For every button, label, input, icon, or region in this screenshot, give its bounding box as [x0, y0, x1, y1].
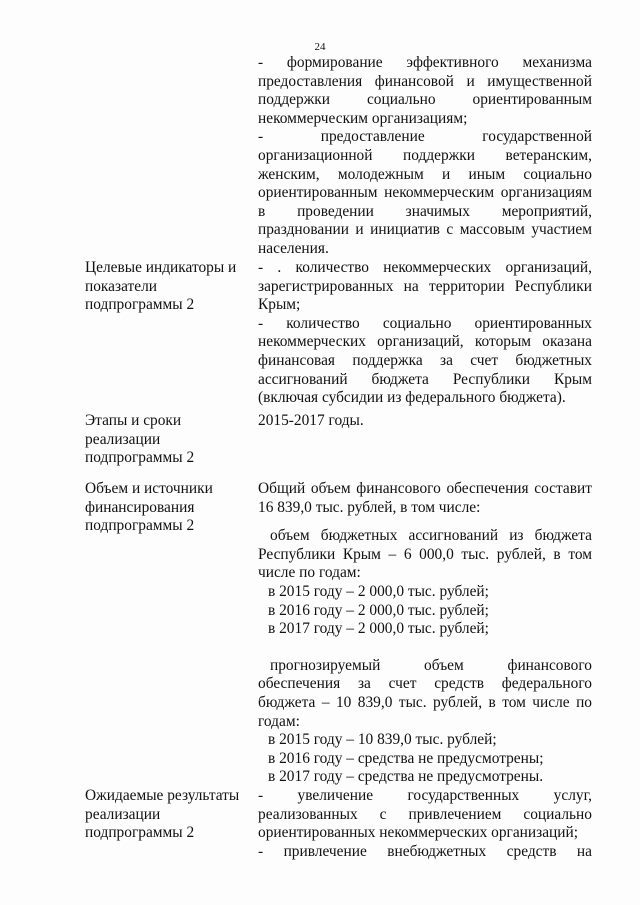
text-line: бюджета – 10 839,0 тыс. рублей, в том числе по [258, 693, 592, 711]
text-line: организационной поддержки ветеранским, [258, 146, 592, 164]
federal-year-item: в 2015 году – 10 839,0 тыс. рублей; [268, 731, 497, 749]
text-line: финансовая поддержка за счет бюджетных [258, 351, 592, 369]
goals-continuation [258, 54, 592, 259]
text-line: некоммерческим организациям; [258, 109, 468, 127]
text-line: - привлечение внебюджетных средств на [258, 842, 592, 860]
text-line: годам: [258, 712, 300, 730]
text-line: женским, молодежным и иным социально [258, 165, 592, 183]
text-line: Общий объем финансового обеспечения составит [258, 480, 592, 497]
text-line: числе по годам: [258, 564, 361, 582]
text-line: - формирование эффективного механизма [258, 54, 592, 71]
text-line: прогнозируемый объем финансового [270, 656, 592, 674]
text-line: праздновании и инициатив с массовым участием [258, 221, 592, 239]
text-line: Республики Крым – 6 000,0 тыс. рублей, в том [258, 545, 592, 563]
text-line: ориентированным некоммерческим организациям [258, 184, 592, 202]
text-line: Крым; [258, 296, 301, 314]
funding-label: Объем и источники финансирования подпрограммы 2 [85, 480, 213, 535]
text-line: реализованных с привлечением социально [258, 805, 592, 823]
text-line: в проведении значимых мероприятий, [258, 202, 592, 220]
budget-year-item: в 2017 году – 2 000,0 тыс. рублей; [268, 620, 489, 638]
text-line: - увеличение государственных услуг, [258, 787, 592, 804]
budget-year-item: в 2016 году – 2 000,0 тыс. рублей; [268, 601, 489, 619]
text-line: зарегистрированных на территории Республики [258, 277, 592, 295]
text-line: - предоставление государственной [258, 128, 592, 146]
page-number: 24 [314, 41, 326, 53]
stages-text: 2015-2017 годы. [258, 412, 364, 429]
text-line: объем бюджетных ассигнований из бюджета [270, 527, 592, 545]
text-line: (включая субсидии из федерального бюджета). [258, 389, 566, 407]
text-line: - . количество некоммерческих организаций, [258, 259, 592, 276]
results-label: Ожидаемые результаты реализации подпрограммы 2 [85, 787, 240, 842]
text-line: предоставления финансовой и имущественной [258, 72, 592, 90]
text-line: населения. [258, 239, 329, 257]
federal-year-item: в 2017 году – средства не предусмотрены. [268, 768, 544, 786]
stages-label: Этапы и сроки реализации подпрограммы 2 [85, 412, 195, 467]
text-line: поддержки социально ориентированным [258, 91, 592, 109]
indicators-label: Целевые индикаторы и показатели подпрограммы 2 [85, 259, 237, 314]
federal-year-item: в 2016 году – средства не предусмотрены; [268, 749, 544, 767]
indicators-text [258, 259, 592, 408]
text-line: - количество социально ориентированных [258, 314, 592, 332]
budget-year-item: в 2015 году – 2 000,0 тыс. рублей; [268, 582, 489, 600]
text-line: ориентированных некоммерческих организаций; [258, 824, 579, 842]
funding-text [258, 480, 592, 787]
text-line: ассигнований бюджета Республики Крым [258, 370, 592, 388]
text-line: некоммерческих организаций, которым оказана [258, 333, 592, 351]
results-text [258, 787, 592, 861]
text-line: 16 839,0 тыс. рублей, в том числе: [258, 498, 481, 516]
text-line: обеспечения за счет средств федерального [258, 675, 592, 693]
